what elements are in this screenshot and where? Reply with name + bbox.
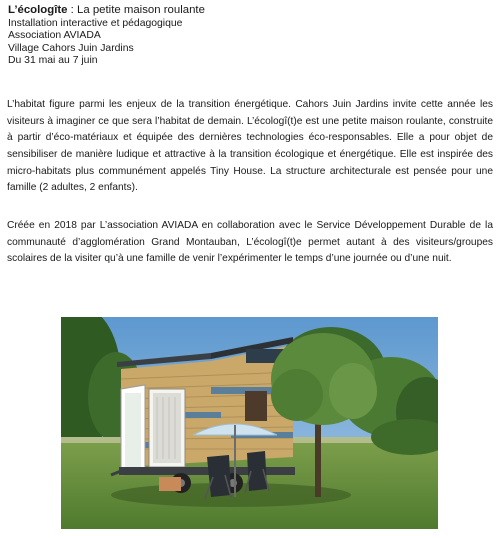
event-organizer: Association AVIADA xyxy=(8,30,101,42)
tiny-house-photo-illustration xyxy=(61,317,438,529)
event-title xyxy=(8,4,205,18)
event-location: Village Cahors Juin Jardins xyxy=(8,42,134,54)
event-dates: Du 31 mai au 7 juin xyxy=(8,55,98,67)
body-paragraph-2: Créée en 2018 par L’association AVIADA en collaboration avec le Service Développement Durable de la communauté d’agglomération Grand Montauban, L’écologî(t)e permet autant à des visiteurs/groupes scolaires de la visiter qu’à une famille de venir l’expérimenter le temps d’une journée ou d’une nuit. xyxy=(7,220,493,265)
event-header xyxy=(8,4,205,68)
cardboard-box xyxy=(159,477,181,491)
event-title-subtitle: : La petite maison roulante xyxy=(67,4,205,16)
body-paragraph-1: L’habitat figure parmi les enjeux de la transition énergétique. Cahors Juin Jardins invite cette année les visiteurs à imaginer ce que sera l’habitat de demain. L’écologî(t)e est une petite maison roulante, construite à partir d’éco-matériaux et équipée des dernières technologies éco-responsables. Elle a pour objet de sensibiliser de manière ludique et attractive à la transition écologique et énergétique. Elle est inspirée des micro-habitats plus communément appelés Tiny House. La structure architecturale est pensée pour une famille (2 adultes, 2 enfants). xyxy=(7,99,493,194)
event-type: Installation interactive et pédagogique xyxy=(8,17,183,29)
event-title-name: L’écologîte xyxy=(8,4,68,16)
tiny-house-photo xyxy=(61,317,438,529)
